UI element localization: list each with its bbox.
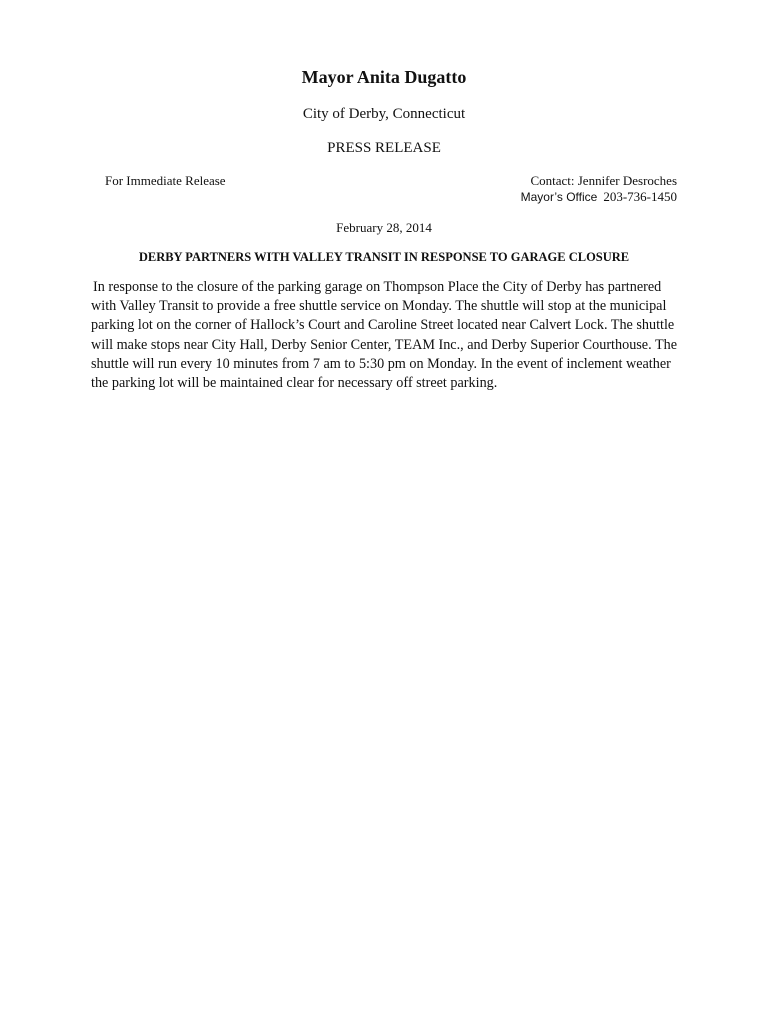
contact-name: Contact: Jennifer Desroches bbox=[530, 173, 677, 188]
document-title: Mayor Anita Dugatto bbox=[301, 67, 467, 87]
release-note: For Immediate Release bbox=[105, 173, 226, 188]
press-release-label: PRESS RELEASE bbox=[327, 140, 441, 156]
article-body: In response to the closure of the parking garage on Thompson Place the City of Derby has partnered with Valley Transit to provide a free shuttle service on Monday. The shuttle will stop at the municipal parking lot on the corner of Hallock’s Court and Caroline Street located near Calvert Lock. The shuttle will make stops near City Hall, Derby Senior Center, TEAM Inc., and Derby Superior Courthouse. The shuttle will run every 10 minutes from 7 am to 5:30 pm on Monday. In the event of inclement weather the parking lot will be maintained clear for necessary off street parking. bbox=[91, 279, 677, 392]
office-label: Mayor’s Office bbox=[520, 190, 598, 204]
contact-phone: 203-736-1450 bbox=[603, 189, 677, 204]
contact-office bbox=[521, 189, 677, 205]
release-date: February 28, 2014 bbox=[336, 220, 432, 235]
article-headline: DERBY PARTNERS WITH VALLEY TRANSIT IN RESPONSE TO GARAGE CLOSURE bbox=[138, 250, 630, 264]
city-subtitle: City of Derby, Connecticut bbox=[302, 106, 466, 122]
